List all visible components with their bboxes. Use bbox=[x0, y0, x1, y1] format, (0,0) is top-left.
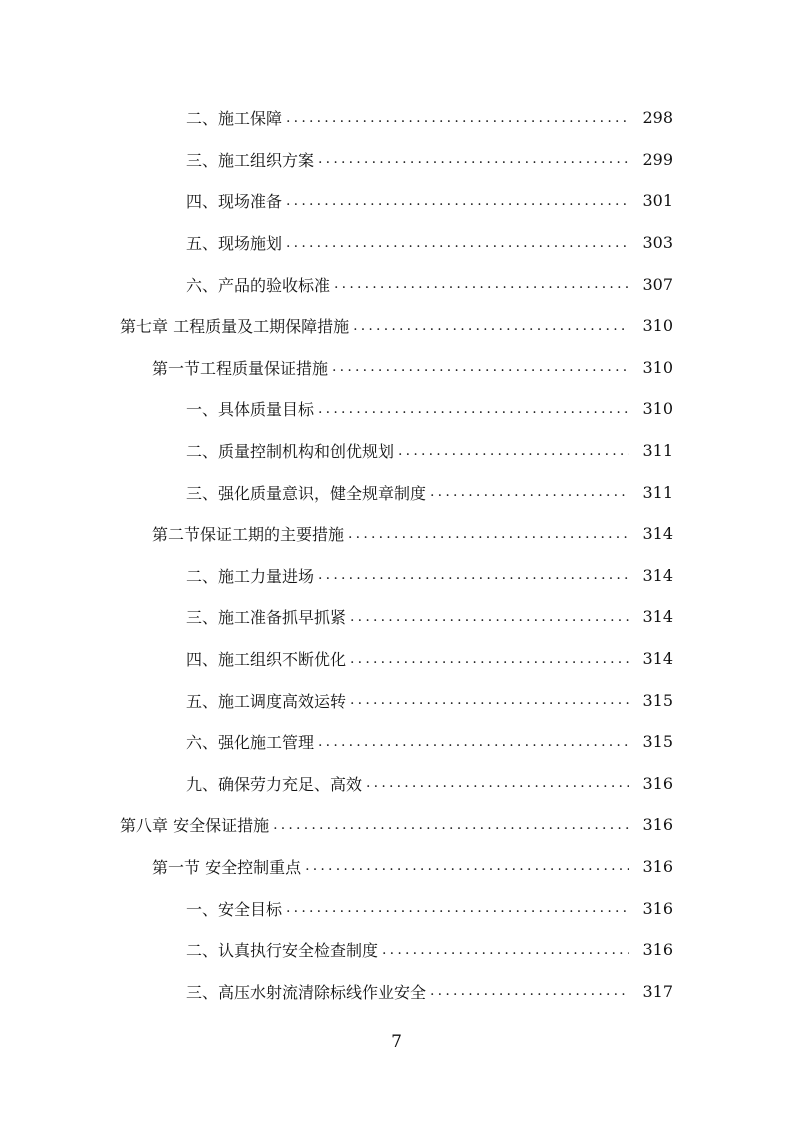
toc-entry[interactable] bbox=[0, 305, 793, 347]
toc-leader-dots bbox=[353, 319, 629, 333]
toc-entry[interactable] bbox=[0, 763, 793, 805]
toc-leader-dots bbox=[350, 693, 629, 707]
toc-entry-title: 二、施工保障 bbox=[186, 109, 283, 129]
toc-leader-dots bbox=[286, 236, 629, 250]
toc-leader-dots bbox=[305, 859, 629, 873]
toc-entry-page: 316 bbox=[642, 773, 673, 793]
toc-entry[interactable] bbox=[0, 97, 793, 139]
toc-entry-page: 310 bbox=[642, 357, 673, 377]
toc-entry[interactable] bbox=[0, 263, 793, 305]
toc-entry[interactable] bbox=[0, 596, 793, 638]
toc-entry[interactable] bbox=[0, 430, 793, 472]
toc-entry[interactable] bbox=[0, 887, 793, 929]
toc-entry-title: 二、施工力量进场 bbox=[186, 566, 315, 586]
toc-leader-dots bbox=[382, 943, 629, 957]
toc-entry[interactable] bbox=[0, 180, 793, 222]
toc-entry-page: 303 bbox=[642, 233, 673, 253]
page-number: 7 bbox=[391, 1032, 402, 1052]
toc-entry-title: 第一节工程质量保证措施 bbox=[152, 358, 329, 378]
toc-entry-page: 298 bbox=[642, 108, 673, 128]
toc-entry[interactable] bbox=[0, 555, 793, 597]
toc-entry-title: 一、具体质量目标 bbox=[186, 400, 315, 420]
toc-entry-page: 316 bbox=[642, 898, 673, 918]
toc-leader-dots bbox=[273, 818, 629, 832]
toc-entry-page: 311 bbox=[642, 441, 673, 461]
toc-entry-title: 三、施工组织方案 bbox=[186, 150, 315, 170]
toc-entry-title: 五、现场施划 bbox=[186, 234, 283, 254]
toc-entry-title: 二、认真执行安全检查制度 bbox=[186, 941, 379, 961]
toc-entry-title: 四、现场准备 bbox=[186, 192, 283, 212]
toc-entry[interactable] bbox=[0, 388, 793, 430]
toc-entry-title: 三、施工准备抓早抓紧 bbox=[186, 608, 347, 628]
toc-entry-page: 316 bbox=[642, 856, 673, 876]
toc-entry-page: 307 bbox=[642, 274, 673, 294]
toc-entry-page: 314 bbox=[642, 565, 673, 585]
toc-entry-page: 315 bbox=[642, 732, 673, 752]
toc-entry-page: 314 bbox=[642, 649, 673, 669]
toc-leader-dots bbox=[430, 984, 629, 998]
toc-leader-dots bbox=[332, 360, 629, 374]
table-of-contents bbox=[0, 97, 793, 1012]
toc-entry-page: 311 bbox=[642, 482, 673, 502]
toc-entry-page: 310 bbox=[642, 316, 673, 336]
toc-entry[interactable] bbox=[0, 139, 793, 181]
toc-entry-page: 317 bbox=[642, 981, 673, 1001]
toc-entry-page: 315 bbox=[642, 690, 673, 710]
toc-leader-dots bbox=[286, 194, 629, 208]
toc-leader-dots bbox=[318, 735, 629, 749]
toc-leader-dots bbox=[318, 568, 629, 582]
toc-entry-page: 314 bbox=[642, 524, 673, 544]
toc-entry[interactable] bbox=[0, 222, 793, 264]
toc-entry-title: 第七章 工程质量及工期保障措施 bbox=[120, 317, 350, 337]
toc-entry[interactable] bbox=[0, 929, 793, 971]
toc-entry-title: 二、质量控制机构和创优规划 bbox=[186, 442, 395, 462]
toc-entry[interactable] bbox=[0, 347, 793, 389]
toc-entry-title: 一、安全目标 bbox=[186, 899, 283, 919]
toc-entry-page: 316 bbox=[642, 815, 673, 835]
toc-entry-title: 六、强化施工管理 bbox=[186, 733, 315, 753]
toc-entry[interactable] bbox=[0, 638, 793, 680]
toc-entry[interactable] bbox=[0, 721, 793, 763]
toc-entry-title: 六、产品的验收标准 bbox=[186, 275, 331, 295]
toc-leader-dots bbox=[334, 277, 629, 291]
toc-entry-title: 三、高压水射流清除标线作业安全 bbox=[186, 982, 427, 1002]
toc-entry-page: 301 bbox=[642, 191, 673, 211]
toc-entry-page: 316 bbox=[642, 940, 673, 960]
toc-leader-dots bbox=[348, 527, 629, 541]
toc-entry-title: 三、强化质量意识，健全规章制度 bbox=[186, 483, 427, 503]
toc-leader-dots bbox=[350, 652, 629, 666]
toc-entry-page: 310 bbox=[642, 399, 673, 419]
toc-entry[interactable] bbox=[0, 970, 793, 1012]
toc-entry[interactable] bbox=[0, 679, 793, 721]
toc-entry-title: 五、施工调度高效运转 bbox=[186, 691, 347, 711]
toc-leader-dots bbox=[286, 111, 629, 125]
toc-leader-dots bbox=[398, 444, 629, 458]
toc-leader-dots bbox=[286, 901, 629, 915]
toc-leader-dots bbox=[366, 776, 629, 790]
toc-leader-dots bbox=[350, 610, 629, 624]
toc-entry-title: 九、确保劳力充足、高效 bbox=[186, 774, 363, 794]
toc-entry-title: 第八章 安全保证措施 bbox=[120, 816, 270, 836]
toc-entry-title: 第一节 安全控制重点 bbox=[152, 857, 302, 877]
toc-entry[interactable] bbox=[0, 846, 793, 888]
toc-leader-dots bbox=[430, 485, 629, 499]
toc-entry[interactable] bbox=[0, 471, 793, 513]
toc-entry-page: 314 bbox=[642, 607, 673, 627]
toc-entry-title: 四、施工组织不断优化 bbox=[186, 650, 347, 670]
toc-leader-dots bbox=[318, 152, 629, 166]
toc-entry-title: 第二节保证工期的主要措施 bbox=[152, 525, 345, 545]
toc-entry[interactable] bbox=[0, 513, 793, 555]
toc-entry[interactable] bbox=[0, 804, 793, 846]
toc-entry-page: 299 bbox=[642, 149, 673, 169]
toc-leader-dots bbox=[318, 402, 629, 416]
